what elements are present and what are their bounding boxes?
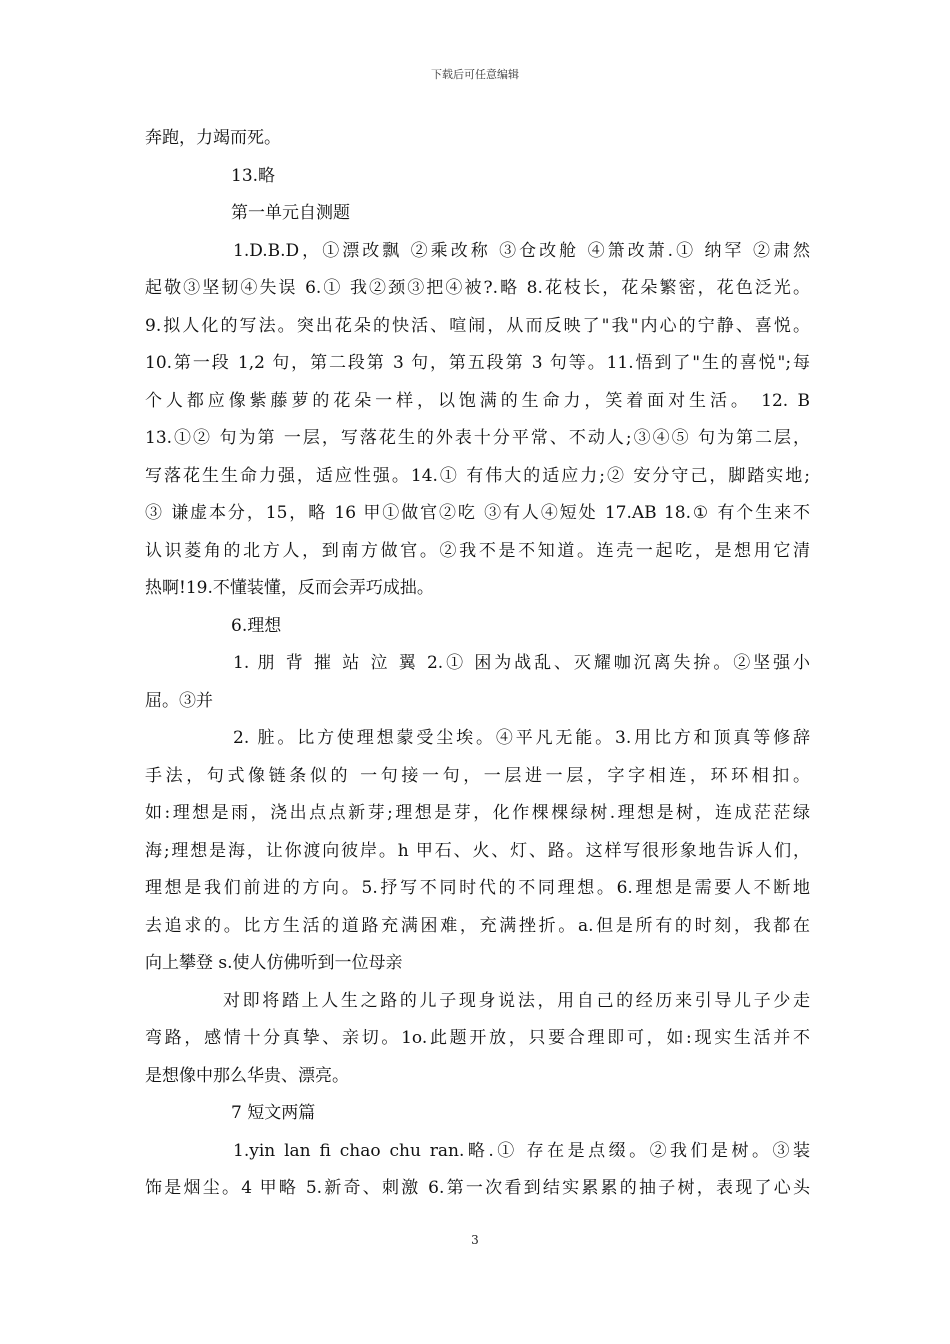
text-line: 认识菱角的北方人，到南方做官。②我不是不知道。连壳一起吃，是想用它清 xyxy=(145,540,810,561)
text-line: 对即将踏上人生之路的儿子现身说法，用自己的经历来引导儿子少走 xyxy=(223,990,810,1011)
text-line: 1.D.B.D，①漂改飘 ②乘改称 ③仓改舱 ④箫改萧.① 纳罕 ②肃然 xyxy=(233,240,810,261)
text-line: 1.yin lan fi chao chu ran.略.① 存在是点缀。②我们是树。③装 xyxy=(233,1140,810,1161)
text-line: 13.①② 句为第 一层，写落花生的外表十分平常、不动人;③④⑤ 句为第二层， xyxy=(145,428,810,448)
page-number: 3 xyxy=(471,1233,479,1247)
text-line: 1. 朋 背 摧 站 泣 翼 2.① 困为战乱、灭耀咖沉离失拚。②坚强小 xyxy=(233,653,810,673)
text-line: 2. 脏。比方使理想蒙受尘埃。④平凡无能。3.用比方和顶真等修辞 xyxy=(233,728,810,748)
text-line: 奔跑，力竭而死。 xyxy=(145,128,281,148)
text-line: 弯路，感情十分真挚、亲切。1o.此题开放，只要合理即可，如:现实生活并不 xyxy=(145,1028,810,1048)
text-line: 7 短文两篇 xyxy=(231,1103,316,1123)
text-line: 第一单元自测题 xyxy=(231,203,350,223)
text-line: 6.理想 xyxy=(231,615,282,636)
text-line: 13.略 xyxy=(231,165,276,186)
text-line: 理想是我们前进的方向。5.抒写不同时代的不同理想。6.理想是需要人不断地 xyxy=(145,878,810,898)
page-header: 下载后可任意编辑 xyxy=(431,68,519,81)
text-line: 饰是烟尘。4 甲略 5.新奇、刺激 6.第一次看到结实累累的抽子树，表现了心头 xyxy=(145,1178,810,1198)
text-line: 去追求的。比方生活的道路充满困难，充满挫折。a.但是所有的时刻，我都在 xyxy=(145,915,810,936)
text-line: ③ 谦虚本分，15，略 16 甲①做官②吃 ③有人④短处 17.AB 18.① 有个生来不 xyxy=(145,503,810,523)
text-line: 向上攀登 s.使人仿佛听到一位母亲 xyxy=(145,953,403,973)
text-line: 起敬③坚韧④失误 6.① 我②颈③把④被?.略 8.花枝长，花朵繁密，花色泛光。 xyxy=(145,278,810,298)
text-line: 10.第一段 1,2 句，第二段第 3 句，第五段第 3 句等。11.悟到了"生的喜悦";每 xyxy=(145,353,810,373)
text-line: 个人都应像紫藤萝的花朵一样，以饱满的生命力，笑着面对生活。 12. B xyxy=(145,390,810,411)
text-line: 海;理想是海，让你渡向彼岸。h 甲石、火、灯、路。这样写很形象地告诉人们， xyxy=(145,840,810,861)
text-line: 是想像中那么华贵、漂亮。 xyxy=(145,1065,349,1086)
text-line: 如:理想是雨，浇出点点新芽;理想是芽，化作棵棵绿树.理想是树，连成茫茫绿 xyxy=(145,803,810,823)
text-line: 热啊!19.不懂装懂，反而会弄巧成拙。 xyxy=(145,578,434,598)
text-line: 屈。③并 xyxy=(145,690,213,711)
text-line: 手法，句式像链条似的 一句接一句，一层进一层，字字相连，环环相扣。 xyxy=(145,765,810,786)
document-body xyxy=(145,120,810,1208)
text-line: 写落花生生命力强，适应性强。14.① 有伟大的适应力;② 安分守己，脚踏实地; xyxy=(145,465,811,486)
text-line: 9.拟人化的写法。突出花朵的快活、喧闹，从而反映了"我"内心的宁静、喜悦。 xyxy=(145,315,810,336)
